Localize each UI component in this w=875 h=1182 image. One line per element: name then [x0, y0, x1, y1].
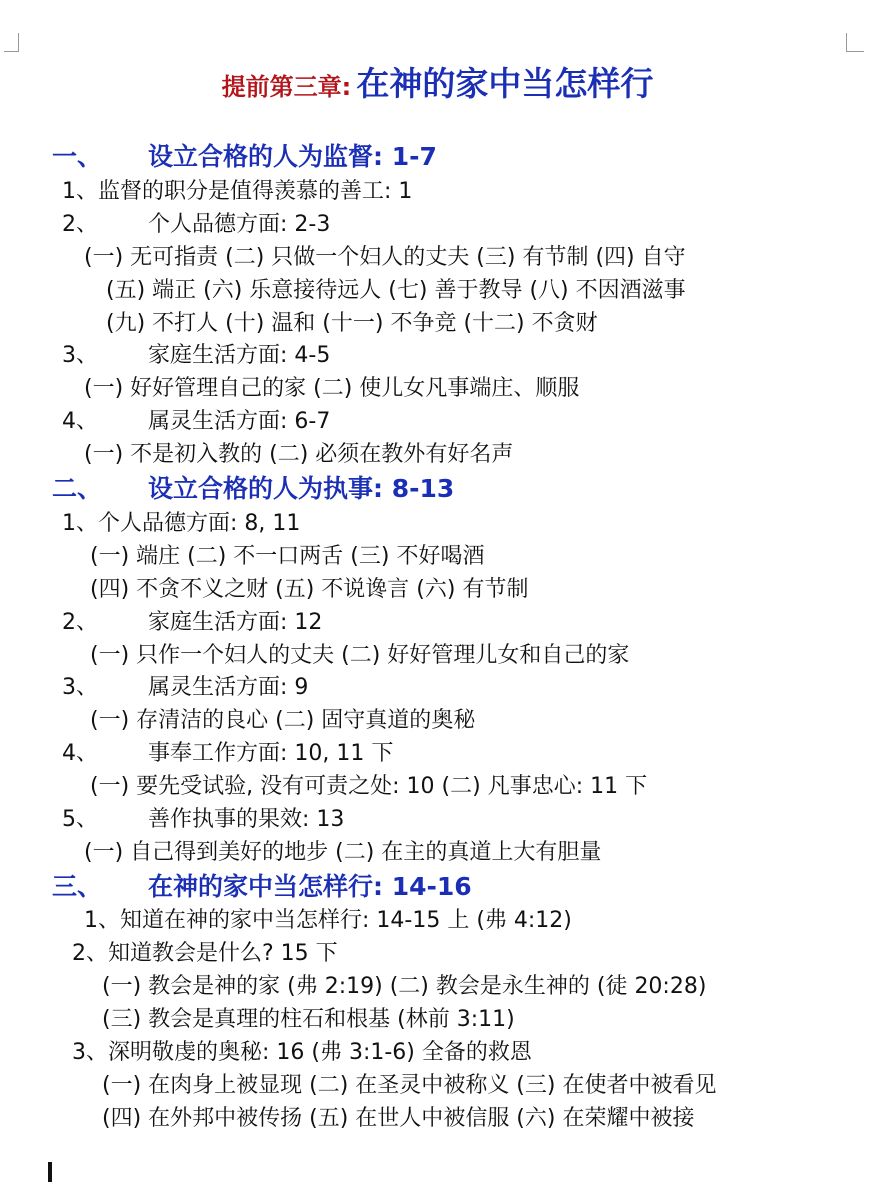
title-main: 在神的家中当怎样行 — [356, 64, 654, 103]
outline-item: 2、 个人品德方面: 2-3 — [62, 212, 331, 237]
outline-item: 4、 事奉工作方面: 10, 11 下 — [62, 741, 394, 766]
outline-subitem: (九) 不打人 (十) 温和 (十一) 不争竞 (十二) 不贪财 — [106, 311, 598, 336]
outline-item: 2、知道教会是什么? 15 下 — [72, 941, 338, 966]
outline-item: 3、 家庭生活方面: 4-5 — [62, 343, 331, 368]
outline-item: 1、个人品德方面: 8, 11 — [62, 511, 301, 536]
outline-item: 2、 家庭生活方面: 12 — [62, 610, 323, 635]
outline-item: 3、 属灵生活方面: 9 — [62, 675, 309, 700]
page-corner-mark — [4, 51, 18, 52]
title-prefix: 提前第三章: — [221, 73, 352, 101]
page-title — [0, 58, 875, 105]
outline-subitem: (一) 不是初入教的 (二) 必须在教外有好名声 — [84, 442, 514, 467]
outline-subitem: (一) 自己得到美好的地步 (二) 在主的真道上大有胆量 — [84, 840, 602, 865]
outline-item: 3、深明敬虔的奥秘: 16 (弗 3:1-6) 全备的救恩 — [72, 1040, 532, 1065]
outline-subitem: (一) 好好管理自己的家 (二) 使儿女凡事端庄、顺服 — [84, 376, 580, 401]
outline-subitem: (一) 在肉身上被显现 (二) 在圣灵中被称义 (三) 在使者中被看见 — [102, 1073, 717, 1098]
outline-subitem: (四) 不贪不义之财 (五) 不说谗言 (六) 有节制 — [90, 577, 529, 602]
outline-subitem: (一) 只作一个妇人的丈夫 (二) 好好管理儿女和自己的家 — [90, 643, 630, 668]
outline-item: 4、 属灵生活方面: 6-7 — [62, 409, 331, 434]
outline-subitem: (五) 端正 (六) 乐意接待远人 (七) 善于教导 (八) 不因酒滋事 — [106, 278, 686, 303]
section-heading: 三、 在神的家中当怎样行: 14-16 — [52, 872, 472, 901]
outline-item: 1、监督的职分是值得羡慕的善工: 1 — [62, 179, 413, 204]
outline-subitem: (一) 无可指责 (二) 只做一个妇人的丈夫 (三) 有节制 (四) 自守 — [84, 245, 686, 270]
section-heading: 一、 设立合格的人为监督: 1-7 — [52, 142, 437, 171]
outline-subitem: (一) 教会是神的家 (弗 2:19) (二) 教会是永生神的 (徒 20:28) — [102, 974, 707, 999]
outline-subitem: (一) 要先受试验, 没有可责之处: 10 (二) 凡事忠心: 11 下 — [90, 774, 648, 799]
outline-subitem: (四) 在外邦中被传扬 (五) 在世人中被信服 (六) 在荣耀中被接 — [102, 1106, 695, 1131]
section-heading: 二、 设立合格的人为执事: 8-13 — [52, 474, 455, 503]
outline-item: 1、知道在神的家中当怎样行: 14-15 上 (弗 4:12) — [84, 908, 572, 933]
outline-subitem: (三) 教会是真理的柱石和根基 (林前 3:11) — [102, 1007, 515, 1032]
outline-subitem: (一) 存清洁的良心 (二) 固守真道的奥秘 — [90, 708, 476, 733]
text-cursor — [48, 1162, 52, 1182]
page-corner-mark — [18, 33, 19, 52]
page-corner-mark — [846, 33, 847, 51]
page-corner-mark — [846, 51, 864, 52]
outline-item: 5、 善作执事的果效: 13 — [62, 807, 345, 832]
outline-subitem: (一) 端庄 (二) 不一口两舌 (三) 不好喝酒 — [90, 544, 485, 569]
